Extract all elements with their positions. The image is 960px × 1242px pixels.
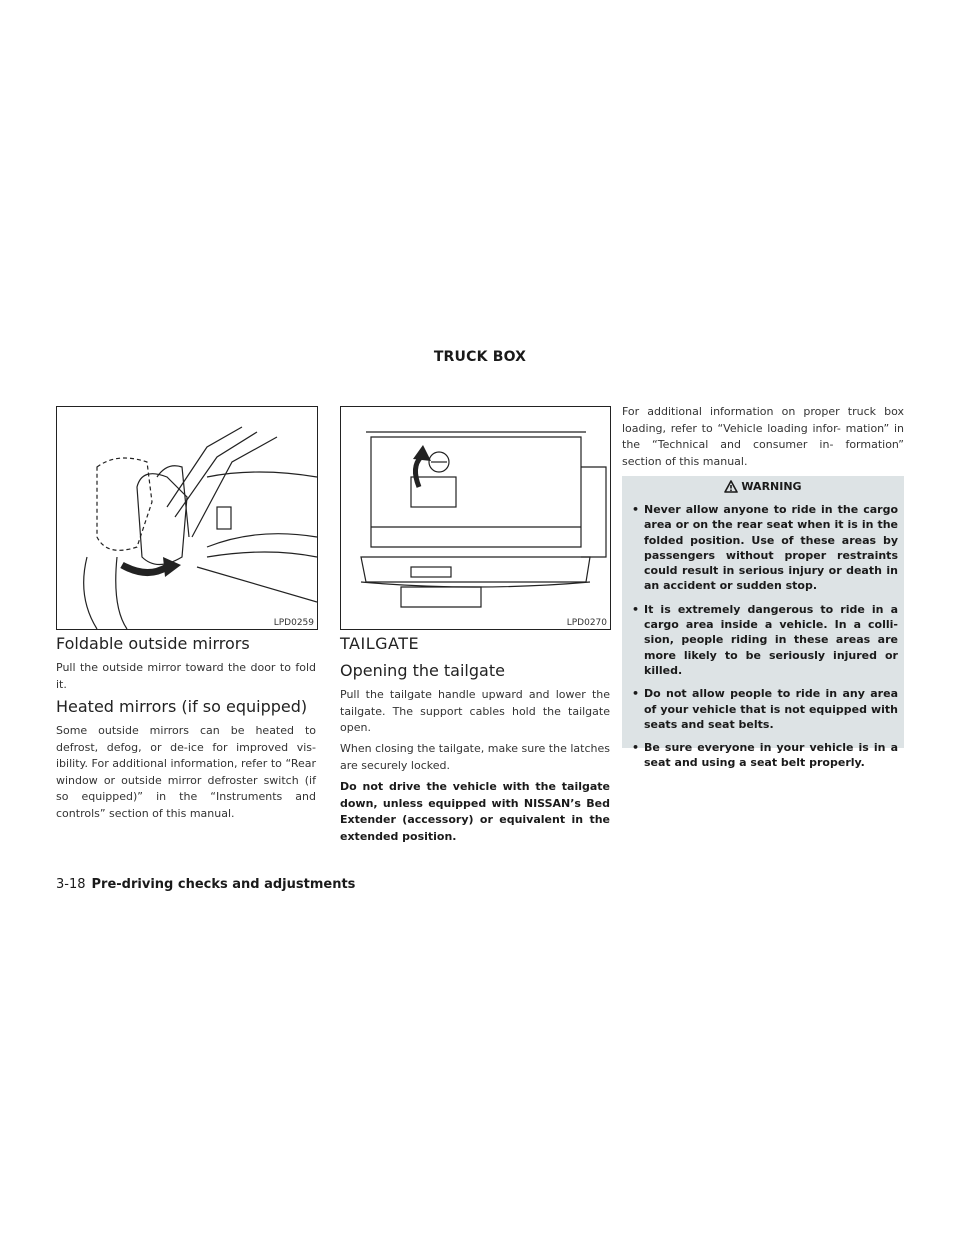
warning-list <box>632 502 898 779</box>
para-closing-tailgate: When closing the tailgate, make sure the latches are securely locked. <box>340 742 610 772</box>
page-footer <box>56 877 355 892</box>
section-header: TRUCK BOX <box>433 349 527 365</box>
warning-title: WARNING <box>741 480 802 493</box>
warning-box <box>622 476 904 770</box>
warning-item: • It is extremely dangerous to ride in a cargo area inside a vehicle. In a colli- sion, people riding in these areas are more likely to be seriously injured or killed. <box>632 602 898 677</box>
heading-heated-mirrors: Heated mirrors (if so equipped) <box>56 697 308 716</box>
para-foldable-mirrors: Pull the outside mirror toward the door to fold it. <box>56 661 316 691</box>
warning-item: • Be sure everyone in your vehicle is in a seat and using a seat belt properly. <box>632 741 898 770</box>
heading-opening-tailgate: Opening the tailgate <box>340 661 505 680</box>
para-opening-tailgate: Pull the tailgate handle upward and lower the tailgate. The support cables hold the tailgate open. <box>340 688 610 734</box>
warning-triangle-icon <box>724 480 738 493</box>
chapter-title: Pre-driving checks and adjustments <box>91 877 356 892</box>
figure-code: LPD0270 <box>566 618 607 628</box>
para-tailgate-caution: Do not drive the vehicle with the tailgate down, unless equipped with NISSAN’s Bed Extender (accessory) or equivalent in the extended position. <box>340 780 610 843</box>
tailgate-illustration <box>341 407 610 629</box>
page-number: 3-18 <box>56 877 86 892</box>
tailgate-figure <box>340 406 611 630</box>
figure-code: LPD0259 <box>273 618 314 628</box>
para-heated-mirrors: Some outside mirrors can be heated to defrost, defog, or de-ice for improved vis- ibility. For additional information, refer to “Rear window or outside mirror defroster switch (if so equipped)” in the “Instruments and controls” section of this manual. <box>56 724 316 820</box>
warning-item: • Never allow anyone to ride in the cargo area or on the rear seat when it is in the folded position. Use of these areas by passengers without proper restraints could result in serious injury or death in an accident or sudden stop. <box>632 503 898 593</box>
para-truck-box-loading: For additional information on proper truck box loading, refer to “Vehicle loading infor- mation” in the “Technical and consumer in- formation” section of this manual. <box>622 405 904 468</box>
heading-tailgate: TAILGATE <box>340 634 420 653</box>
heading-foldable-mirrors: Foldable outside mirrors <box>56 634 250 653</box>
mirror-illustration <box>57 407 317 629</box>
warning-item: • Do not allow people to ride in any area of your vehicle that is not equipped with seats and seat belts. <box>632 687 898 731</box>
mirror-figure <box>56 406 318 630</box>
warning-header <box>622 480 904 493</box>
